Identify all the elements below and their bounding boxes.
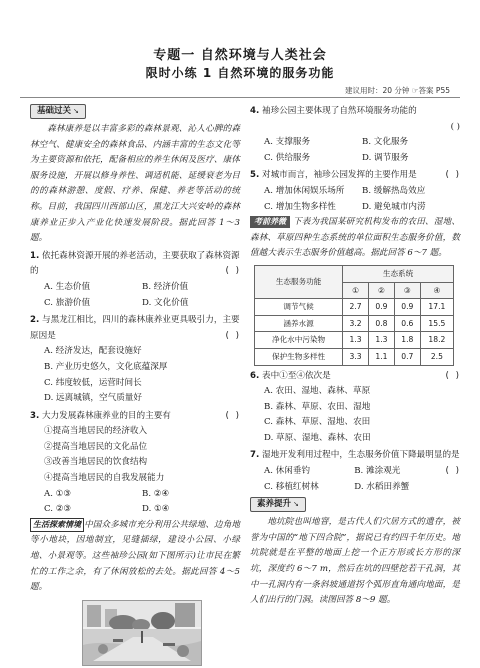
option-d: D. 文化价值: [142, 297, 189, 308]
statement-1: ①提高当地居民的经济收入: [44, 426, 148, 437]
question-number: 4.: [250, 106, 260, 116]
table-cell: 0.9: [369, 299, 395, 316]
option-b: B. 产业历史悠久，文化底蕴深厚: [44, 361, 168, 372]
question-number: 7.: [250, 450, 260, 461]
park-illustration: [83, 601, 201, 665]
answer-blank: ( ): [224, 330, 240, 341]
answer-blank: ( ): [444, 170, 460, 181]
answer-blank: ( ): [444, 466, 460, 477]
option-b: B. ②④: [142, 488, 170, 499]
table-cell: 1.8: [394, 332, 420, 349]
option-b: B. 森林、草原、农田、湿地: [264, 401, 371, 412]
option-c: C. ②③: [44, 504, 72, 515]
option-a: A. ①③: [44, 488, 72, 499]
table-col-header: ①: [343, 282, 369, 299]
header-divider: [20, 97, 460, 98]
option-d: D. 草原、湿地、森林、农田: [264, 432, 371, 443]
arrow-icon: ↘: [73, 107, 79, 115]
option-c: C. 移植红树林: [264, 481, 319, 492]
row-label: 净化水中污染物: [255, 332, 343, 349]
question-number: 3.: [30, 410, 40, 421]
question-stem: 袖珍公园主要体现了自然环境服务功能的: [261, 106, 417, 116]
table-cell: 0.7: [394, 348, 420, 365]
scenario-tag: 生活探索情境: [30, 518, 84, 532]
option-c: C. 增加生物多样性: [264, 201, 336, 212]
table-row: [255, 332, 454, 349]
option-d: D. ①④: [142, 504, 170, 515]
question-number: 6.: [250, 370, 260, 381]
passage-3-text: 下表为我国某研究机构发布的农田、湿地、森林、草原四种生态系统的单位面积生态服务价值，数值越大表示生态服务价值越高。据此回答 6～7 题。: [250, 217, 460, 259]
question-2: [30, 313, 240, 407]
table-cell: 17.1: [420, 299, 453, 316]
left-column: [30, 102, 240, 668]
passage-4: 地坑院也叫地窨，是古代人们穴居方式的遗存，被誉为中国的“地下四合院”，据说已有约四千年历史。地坑院就是在平整的地面上挖一个正方形或长方形的深坑，深度约 6～7 m，然后在坑的四壁挖若干孔洞，其中一孔洞内有一条斜坡通道拐个弧形直角通向地面，是人们出行的门洞。读图回答 8～9 题。: [250, 517, 460, 606]
row-label: 保护生物多样性: [255, 348, 343, 365]
table-col-header: ③: [394, 282, 420, 299]
table-cell: 0.9: [394, 299, 420, 316]
question-stem: 表中①至④依次是: [261, 370, 331, 381]
question-number: 1.: [30, 250, 40, 261]
question-6: [250, 369, 460, 447]
question-stem: 对城市而言，袖珍公园发挥的主要作用是: [261, 170, 417, 181]
option-c: C. 森林、草原、湿地、农田: [264, 417, 371, 428]
section-title: 素养提升: [257, 499, 292, 510]
question-stem: 湿地开发利用过程中，生态服务价值下降最明显的是: [261, 450, 460, 461]
table-cell: 1.1: [369, 348, 395, 365]
row-label: 调节气候: [255, 299, 343, 316]
table-row: [255, 348, 454, 365]
time-info: 建议用时：20 分钟 ☞答案 P55: [345, 86, 450, 95]
answer-blank: ( ): [224, 266, 240, 277]
statement-4: ④提高当地居民的自我发展能力: [44, 473, 165, 484]
section-badge-basic: [30, 104, 86, 119]
table-cell: 2.7: [343, 299, 369, 316]
option-b: B. 缓解热岛效应: [362, 185, 426, 196]
question-stem: 大力发展森林康养业的目的主要有: [41, 410, 171, 421]
statement-2: ②提高当地居民的文化品位: [44, 441, 148, 452]
table-cell: 15.5: [420, 315, 453, 332]
option-a: A. 增加休闲娱乐场所: [264, 185, 345, 196]
option-c: C. 供给服务: [264, 152, 311, 163]
table-group-header: 生态系统: [343, 265, 454, 282]
statement-3: ③改善当地居民的饮食结构: [44, 457, 148, 468]
question-stem: 与黑龙江相比，四川的森林康养业更具吸引力，主要原因是: [30, 315, 240, 341]
table-row: [255, 315, 454, 332]
table-col-header: ②: [369, 282, 395, 299]
table-cell: 3.2: [343, 315, 369, 332]
question-number: 5.: [250, 170, 260, 181]
table-cell: 1.3: [369, 332, 395, 349]
exam-tag: 考前养微: [250, 216, 290, 228]
question-1: [30, 249, 240, 311]
option-a: A. 休闲垂钓: [264, 466, 311, 477]
section-badge-advanced: [250, 497, 306, 512]
table-cell: 0.6: [394, 315, 420, 332]
table-cell: 1.3: [343, 332, 369, 349]
option-a: A. 生态价值: [44, 281, 91, 292]
option-d: D. 避免城市内涝: [362, 201, 426, 212]
passage-3: [250, 215, 460, 262]
arrow-icon: ↘: [293, 500, 299, 509]
answer-blank: ( ): [444, 370, 460, 381]
passage-2-text: 中国众多城市充分利用公共绿地、边角地等小地块，因地制宜，见缝插绿，建设小公园、小绿地、小景观等。这些袖珍公园(如下图所示)让市民在繁忙的工作之余，有了休闲放松的去处。据此回答 4～5 题。: [30, 519, 240, 593]
ecosystem-value-table: [254, 265, 454, 366]
table-row: [255, 299, 454, 316]
option-a: A. 支撑服务: [264, 137, 311, 148]
question-number: 2.: [30, 315, 40, 326]
answer-blank: ( ): [450, 121, 460, 132]
option-d: D. 远离城镇，空气质量好: [44, 393, 142, 404]
option-a: A. 经济发达，配套设施好: [44, 346, 142, 357]
page-title: 专题一 自然环境与人类社会: [153, 48, 327, 63]
question-stem: 依托森林资源开展的养老活动，主要获取了森林资源的: [30, 250, 240, 277]
option-b: B. 滩涂观光: [354, 466, 401, 477]
table-cell: 0.8: [369, 315, 395, 332]
table-cell: 18.2: [420, 332, 453, 349]
passage-1: 森林康养是以丰富多彩的森林景观、沁人心脾的森林空气、健康安全的森林食品、内涵丰富的生态文化等为主要资源和依托，配备相应的养生休闲及医疗、康体服务设施，开展以修身养性、调适机能、延缓衰老为目的的森林游憩、度假、疗养、保健、养老等活动的统称。目前，我国四川西部山区，黑龙江大兴安岭的森林康养业正步入产业化快速发展阶段。据此回答 1～3 题。: [30, 124, 240, 244]
table-corner-header: 生态服务功能: [255, 265, 343, 298]
option-b: B. 经济价值: [142, 281, 189, 292]
option-c: C. 纬度较低，运营时间长: [44, 377, 142, 388]
question-5: [250, 168, 460, 215]
question-7: [250, 448, 460, 495]
question-4: [250, 104, 460, 166]
right-column: [250, 102, 460, 609]
option-d: D. 水稻田养蟹: [354, 481, 410, 492]
table-cell: 3.3: [343, 348, 369, 365]
option-d: D. 调节服务: [362, 152, 409, 163]
page-subtitle: 限时小练 1 自然环境的服务功能: [145, 66, 335, 80]
pocket-park-photo: [82, 600, 202, 666]
table-cell: 2.5: [420, 348, 453, 365]
table-col-header: ④: [420, 282, 453, 299]
answer-blank: ( ): [224, 410, 240, 421]
question-3: [30, 409, 240, 518]
option-c: C. 旅游价值: [44, 297, 91, 308]
section-title: 基础过关: [37, 106, 72, 116]
passage-2: [30, 518, 240, 596]
row-label: 涵养水源: [255, 315, 343, 332]
option-a: A. 农田、湿地、森林、草原: [264, 386, 371, 397]
option-b: B. 文化服务: [362, 137, 409, 148]
